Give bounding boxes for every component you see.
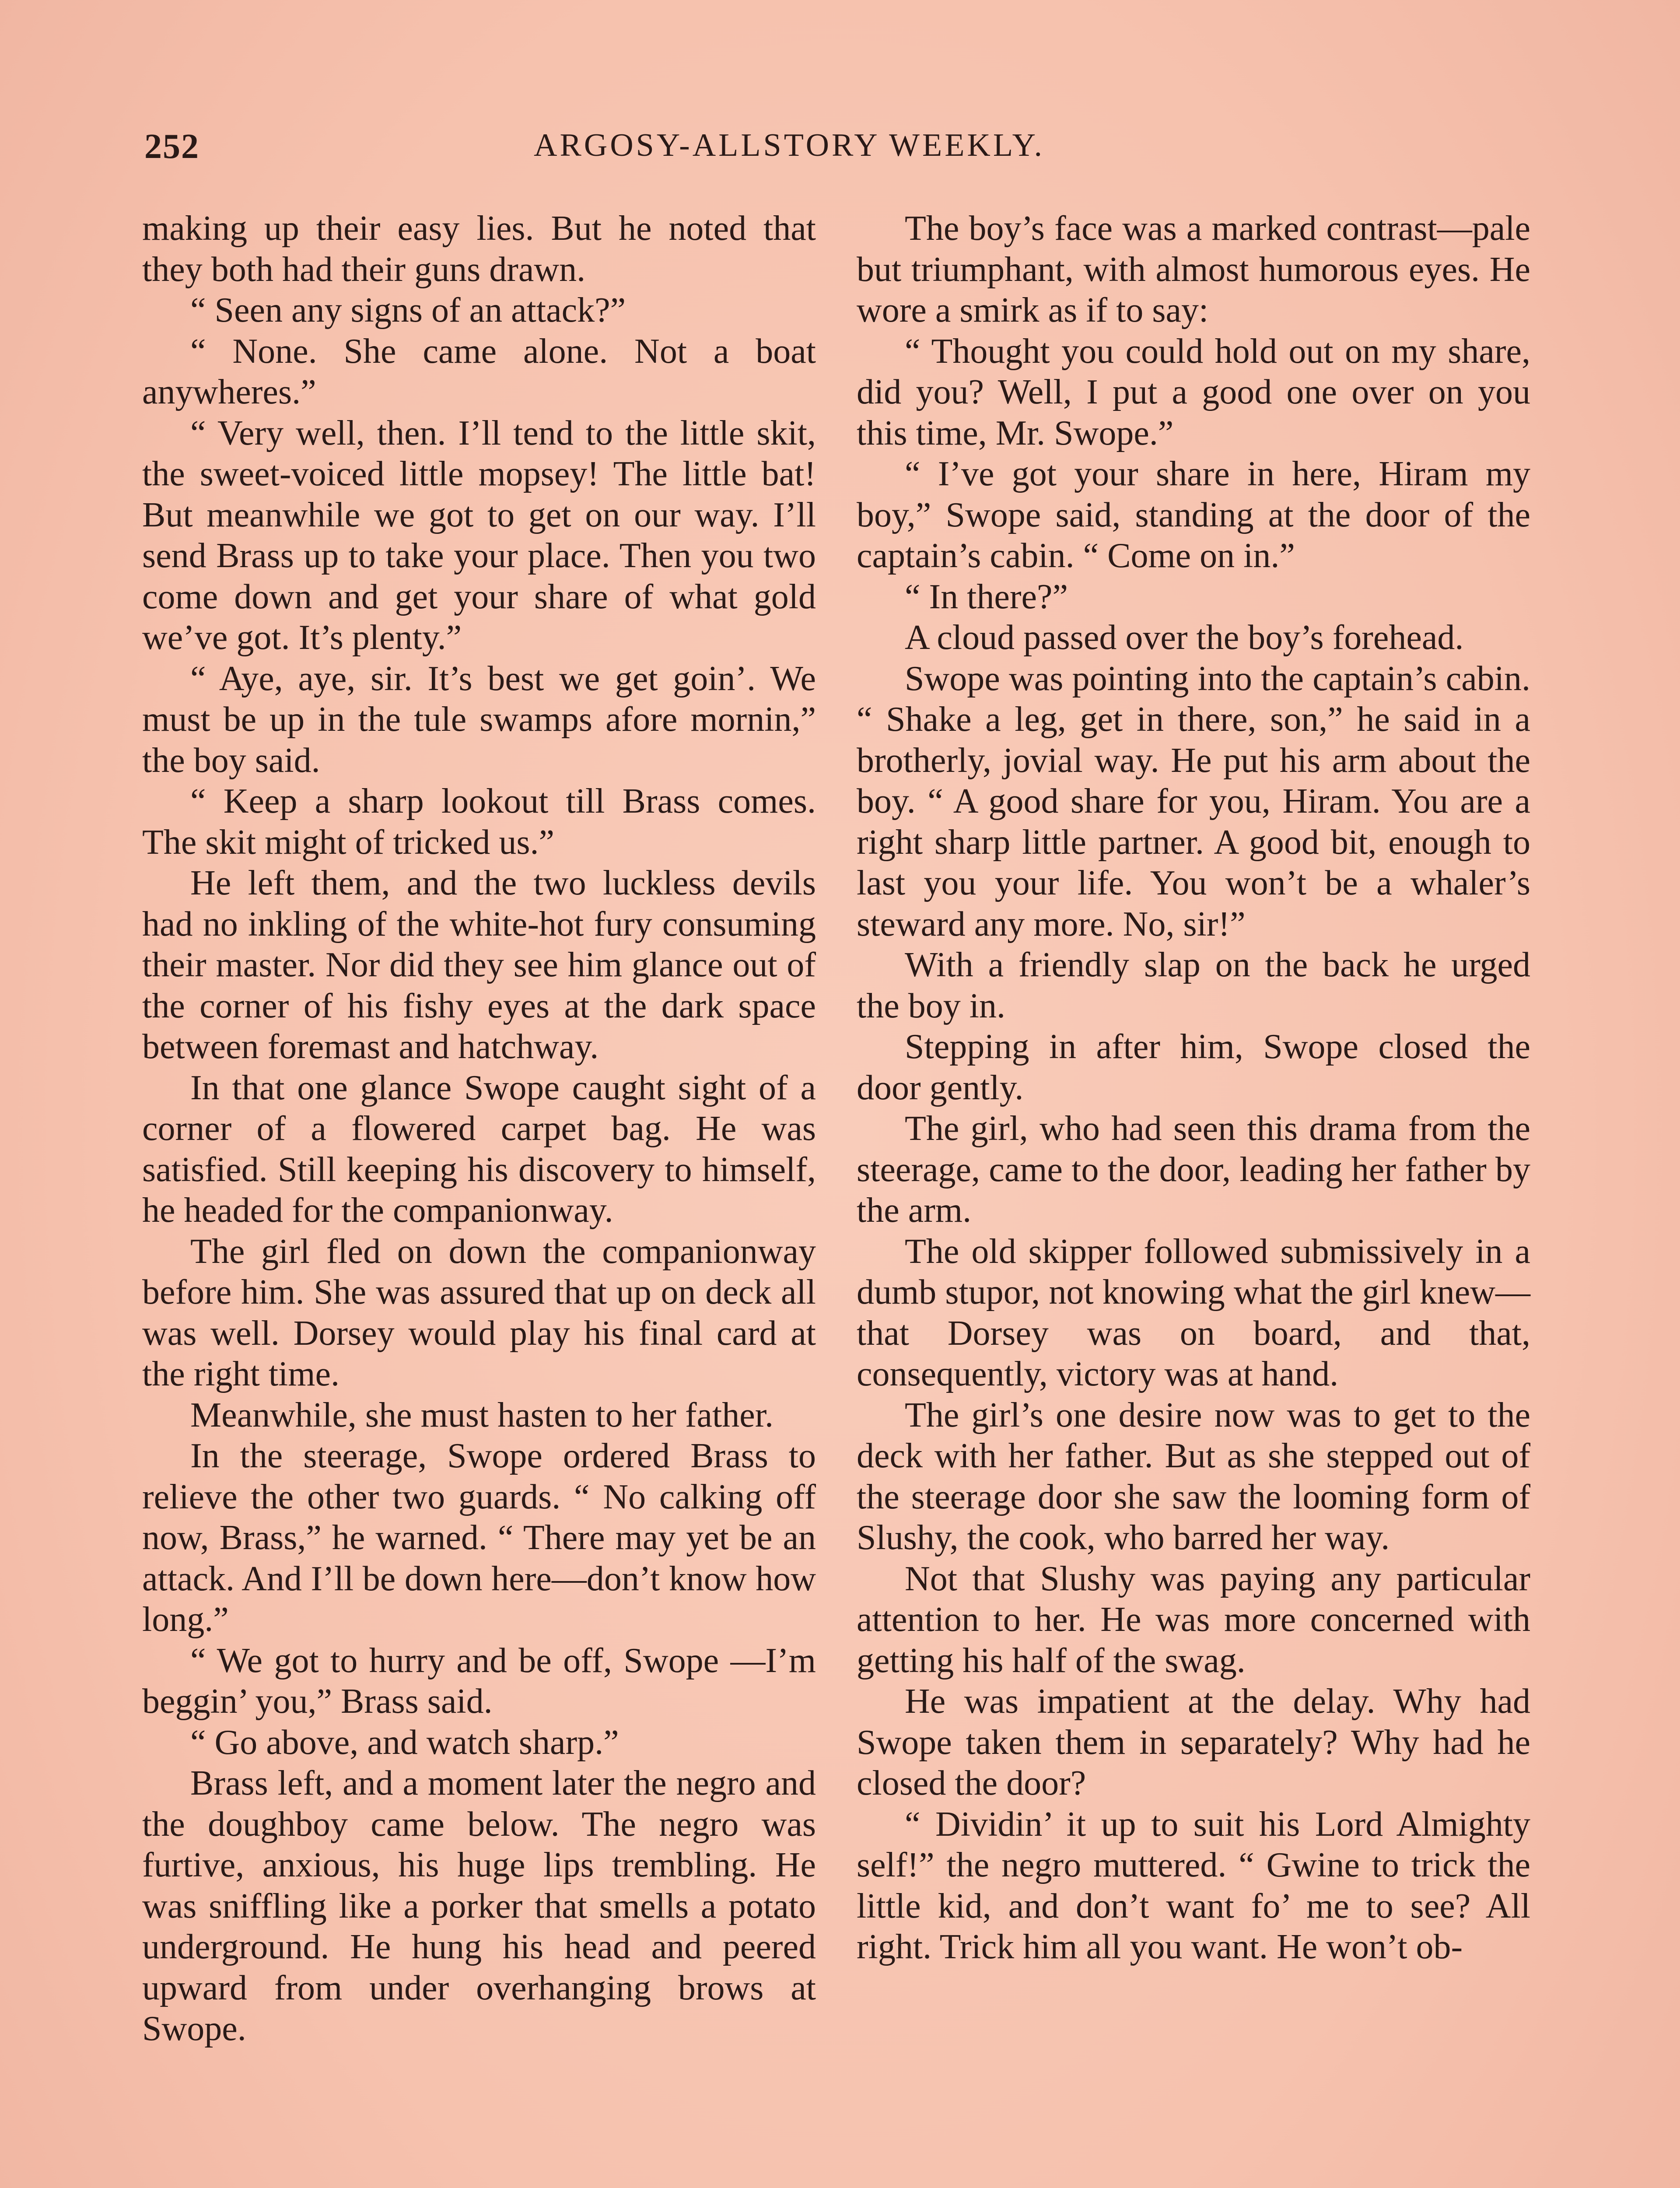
paragraph: Swope was pointing into the captain’s cabin. “ Shake a leg, get in there, son,” he said in a brotherly, jovial way. He put his arm about the boy. “ A good share for you, Hiram. You are a right sharp little partner. A good bit, enough to last you your life. You won’t be a whaler’s steward any more. No, sir!”: [857, 659, 1530, 943]
paragraph: “ Aye, aye, sir. It’s best we get goin’. We must be up in the tule swamps afore mornin,” the boy said.: [142, 659, 816, 780]
left-column: [142, 208, 816, 2050]
paragraph: A cloud passed over the boy’s forehead.: [905, 618, 1464, 657]
paragraph: With a friendly slap on the back he urged the boy in.: [857, 946, 1530, 1025]
paragraph: Stepping in after him, Swope closed the door gently.: [857, 1027, 1530, 1107]
paragraph: making up their easy lies. But he noted that they both had their guns drawn.: [142, 209, 816, 289]
paragraph: “ None. She came alone. Not a boat anywheres.”: [142, 332, 816, 411]
paragraph: The girl fled on down the companionway before him. She was assured that up on deck all was well. Dorsey would play his final card at the right time.: [142, 1232, 816, 1393]
paragraph: “ Keep a sharp lookout till Brass comes. The skit might of tricked us.”: [142, 782, 816, 862]
paragraph: He left them, and the two luckless devils had no inkling of the white-hot fury consuming their master. Nor did they see him glance out of the corner of his fishy eyes at the dark space between foremast and hatchway.: [142, 864, 816, 1066]
paragraph: Brass left, and a moment later the negro and the doughboy came below. The negro was furtive, anxious, his huge lips trembling. He was sniffling like a porker that smells a potato underground. He hung his head and peered upward from under overhanging brows at Swope.: [142, 1764, 816, 2048]
paragraph: The girl, who had seen this drama from the steerage, came to the door, leading her father by the arm.: [857, 1109, 1530, 1230]
paragraph: “ Seen any signs of an attack?”: [190, 291, 626, 330]
paragraph: “ We got to hurry and be off, Swope —I’m beggin’ you,” Brass said.: [142, 1641, 816, 1721]
paragraph: “ Very well, then. I’ll tend to the little skit, the sweet-voiced little mopsey! The little bat! But meanwhile we got to get on our way. I’ll send Brass up to take your place. Then you two come down and get your share of what gold we’ve got. It’s plenty.”: [142, 414, 816, 657]
paragraph: In that one glance Swope caught sight of a corner of a flowered carpet bag. He was satisfied. Still keeping his discovery to himself, he headed for the companionway.: [142, 1068, 816, 1230]
paragraph: In the steerage, Swope ordered Brass to relieve the other two guards. “ No calking off now, Brass,” he warned. “ There may yet be an attack. And I’ll be down here—don’t know how long.”: [142, 1437, 816, 1639]
paragraph: Meanwhile, she must hasten to her father.: [190, 1396, 774, 1434]
page-header: [144, 127, 1544, 179]
paragraph: The boy’s face was a marked contrast—pale but triumphant, with almost humorous eyes. He wore a smirk as if to say:: [857, 209, 1530, 330]
paragraph: “ Dividin’ it up to suit his Lord Almighty self!” the negro muttered. “ Gwine to trick the little kid, and don’t want fo’ me to see? All right. Trick him all you want. He won’t ob-: [857, 1805, 1530, 1966]
paragraph: Not that Slushy was paying any particular attention to her. He was more concerned with getting his half of the swag.: [857, 1559, 1530, 1680]
paragraph: “ In there?”: [905, 577, 1068, 616]
paragraph: The old skipper followed submissively in a dumb stupor, not knowing what the girl knew—that Dorsey was on board, and that, consequently, victory was at hand.: [857, 1232, 1530, 1393]
right-column: [857, 208, 1530, 1968]
paragraph: “ Go above, and watch sharp.”: [190, 1723, 619, 1762]
paragraph: “ Thought you could hold out on my share, did you? Well, I put a good one over on you this time, Mr. Swope.”: [857, 332, 1530, 452]
paragraph: He was impatient at the delay. Why had Swope taken them in separately? Why had he closed the door?: [857, 1682, 1530, 1802]
paragraph: The girl’s one desire now was to get to the deck with her father. But as she stepped out of the steerage door she saw the looming form of Slushy, the cook, who barred her way.: [857, 1396, 1530, 1557]
running-head: ARGOSY-ALLSTORY WEEKLY.: [534, 127, 1045, 163]
page-number: 252: [144, 127, 200, 166]
paragraph: “ I’ve got your share in here, Hiram my boy,” Swope said, standing at the door of the captain’s cabin. “ Come on in.”: [857, 455, 1530, 575]
